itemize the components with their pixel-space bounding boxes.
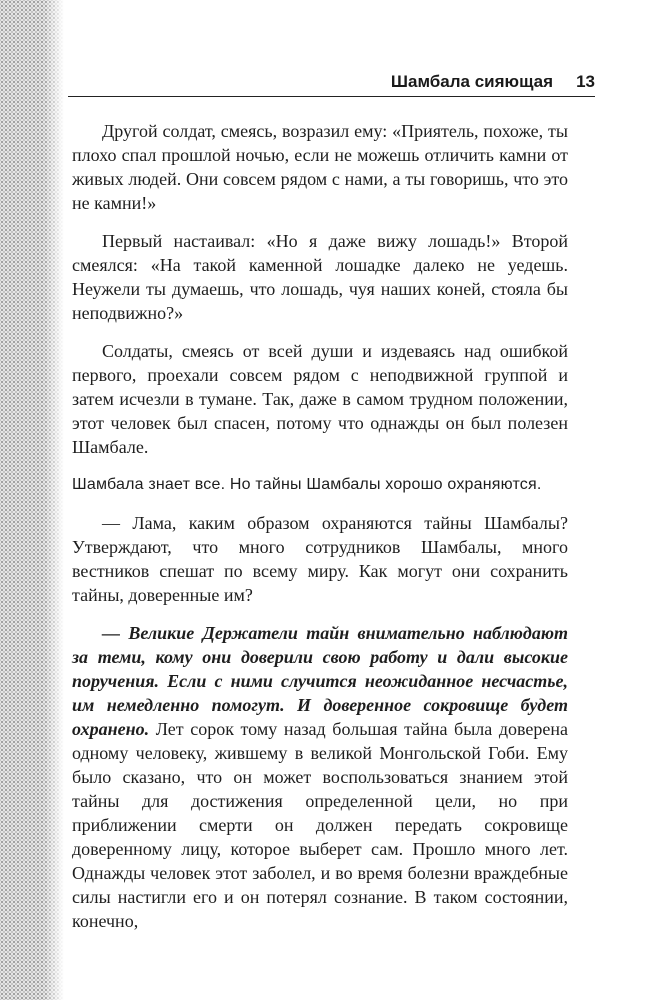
paragraph: Первый настаивал: «Но я даже вижу лошадь!» Второй смеялся: «На такой каменной лошадке далеко не уедешь. Неужели ты думаешь, что лошадь, чуя наших коней, стояла бы неподвижно?» [72,231,568,323]
bold-italic-lead: — Великие Держатели тайн внимательно наблюдают за теми, кому они доверили свою работу и дали высокие поручения. Если с ними случится неожиданное несчастье, им немедленно помогут. И доверенное сокровище будет охранено. [72,623,568,739]
page-edge-texture [0,0,64,1000]
sans-paragraph: Шамбала знает все. Но тайны Шамбалы хорошо охраняются. [72,476,542,493]
paragraph: — Лама, каким образом охраняются тайны Шамбалы? Утверждают, что много сотрудников Шамбалы, много вестников спешат по всему миру. Как могут они сохранить тайны, доверенные им? [72,513,568,605]
paragraph: Солдаты, смеясь от всей души и издеваясь над ошибкой первого, проехали совсем рядом с неподвижной группой и затем исчезли в тумане. Так, даже в самом трудном положении, этот человек был спасен, потому что однажды он был полезен Шамбале. [72,341,568,457]
page-number: 13 [576,72,595,91]
final-paragraph [72,621,568,933]
running-title: Шамбала сияющая [390,72,553,91]
running-header [68,72,595,97]
body-text [72,119,568,947]
paragraph: Другой солдат, смеясь, возразил ему: «Приятель, похоже, ты плохо спал прошлой ночью, если не можешь отличить камни от живых людей. Они совсем рядом с нами, а ты говоришь, что это не камни!» [72,121,568,213]
paragraph-continuation: Лет сорок тому назад большая тайна была доверена одному человеку, жившему в великой Монгольской Гоби. Ему было сказано, что он может воспользоваться знанием этой тайны для достижения определенной цели, но при приближении смерти он должен передать сокровище доверенному лицу, которое выберет сам. Прошло много лет. Однажды человек этот заболел, и во время болезни враждебные силы настигли его и он потерял сознание. В таком состоянии, конечно, [72,719,568,931]
